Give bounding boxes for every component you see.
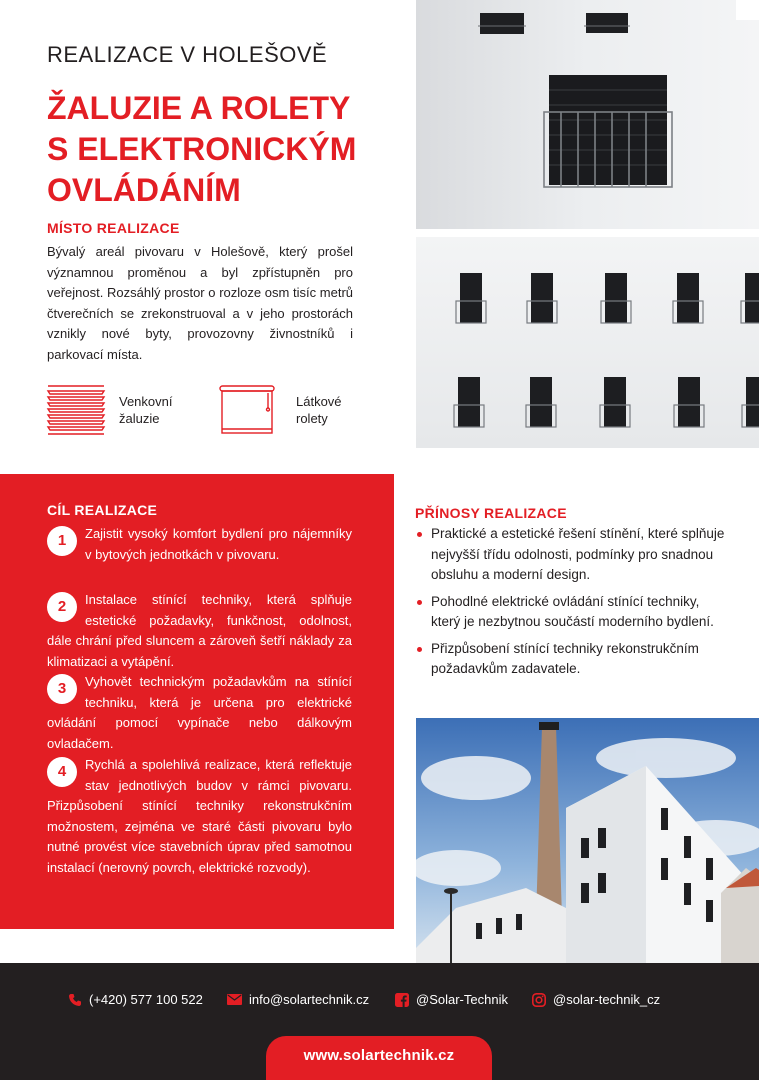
email-address: info@solartechnik.cz xyxy=(249,992,370,1007)
goals-heading: CÍL REALIZACE xyxy=(47,502,158,518)
list-item: Přizpůsobení stínící techniky rekonstrukčním požadavkům zadavatele. xyxy=(415,639,725,680)
facade-window-photo xyxy=(416,0,759,229)
phone-icon xyxy=(68,993,82,1007)
goal-item xyxy=(47,672,352,754)
instagram-icon xyxy=(532,993,546,1007)
goal-number-badge: 2 xyxy=(47,592,77,622)
goal-item xyxy=(47,755,352,878)
product-label-line: Látkové xyxy=(296,394,342,409)
product-label xyxy=(119,393,173,427)
product-label-line: rolety xyxy=(296,411,328,426)
location-heading: MÍSTO REALIZACE xyxy=(47,220,180,236)
facebook-icon xyxy=(395,993,409,1007)
goal-item xyxy=(47,524,352,565)
instagram-handle: @solar-technik_cz xyxy=(553,992,661,1007)
benefits-list xyxy=(415,524,725,686)
goal-text: Vyhovět technickým požadavkům na stínící techniku, která je určena pro elektrické ovládání pomocí vypínače nebo dálkovým ovladačem. xyxy=(47,674,352,751)
goal-number-badge: 4 xyxy=(47,757,77,787)
page-subtitle: REALIZACE V HOLEŠOVĚ xyxy=(47,42,328,67)
benefits-heading: PŘÍNOSY REALIZACE xyxy=(415,505,567,521)
product-label xyxy=(296,393,342,427)
facebook-handle: @Solar-Technik xyxy=(416,992,508,1007)
title-line: OVLÁDÁNÍM xyxy=(47,172,241,208)
facade-windows-photo xyxy=(416,237,759,448)
mail-icon xyxy=(227,994,242,1005)
goal-text: Instalace stínící techniky, která splňuje estetické požadavky, funkčnost, odolnost, dále chrání před sluncem a zároveň šetří náklady za klimatizaci a vytápění. xyxy=(47,592,352,669)
page-title xyxy=(47,88,387,211)
product-label-line: Venkovní xyxy=(119,394,173,409)
fabric-roller-blind-icon xyxy=(218,384,276,436)
location-description: Bývalý areál pivovaru v Holešově, který prošel významnou proměnou a byl zpřístupněn pro veřejnost. Rozsáhlý prostor o rozloze osm tisíc metrů čtverečních se zrekonstruoval a v jeho prostorách vznikly nové byty, provozovny živnostníků i parkovací místa. xyxy=(47,244,353,362)
contact-facebook[interactable] xyxy=(395,992,508,1007)
website-link[interactable]: www.solartechnik.cz xyxy=(266,1036,492,1080)
goal-item xyxy=(47,590,352,672)
contact-phone[interactable] xyxy=(68,992,203,1007)
list-item: Praktické a estetické řešení stínění, které splňuje nejvyšší třídu odolnosti, podmínky pro snadnou obsluhu a moderní design. xyxy=(415,524,725,586)
product-fabric-roller-blinds xyxy=(218,384,342,436)
phone-number: (+420) 577 100 522 xyxy=(89,992,203,1007)
contact-email[interactable] xyxy=(227,992,369,1007)
goal-number-badge: 1 xyxy=(47,526,77,556)
goal-number-badge: 3 xyxy=(47,674,77,704)
contact-instagram[interactable] xyxy=(532,992,660,1007)
venetian-blinds-icon xyxy=(45,384,107,436)
goal-text: Zajistit vysoký komfort bydlení pro nájemníky v bytových jednotkách v pivovaru. xyxy=(85,526,352,562)
product-venetian-blinds xyxy=(45,384,173,436)
title-line: ŽALUZIE A ROLETY xyxy=(47,90,351,126)
title-line: S ELEKTRONICKÝM xyxy=(47,131,357,167)
brewery-building-photo xyxy=(416,718,759,963)
product-label-line: žaluzie xyxy=(119,411,160,426)
goal-text: Rychlá a spolehlivá realizace, která reflektuje stav jednotlivých budov v rámci pivovaru. Přizpůsobení stínící techniky rekonstrukčním možnostem, zejména ve staré části pivovaru bylo nutné provést více stavebních úprav před samotnou instalací (nerovný povrch, elektrické rozvody). xyxy=(47,757,352,875)
list-item: Pohodlné elektrické ovládání stínící techniky, který je nezbytnou součástí moderního bydlení. xyxy=(415,592,725,633)
